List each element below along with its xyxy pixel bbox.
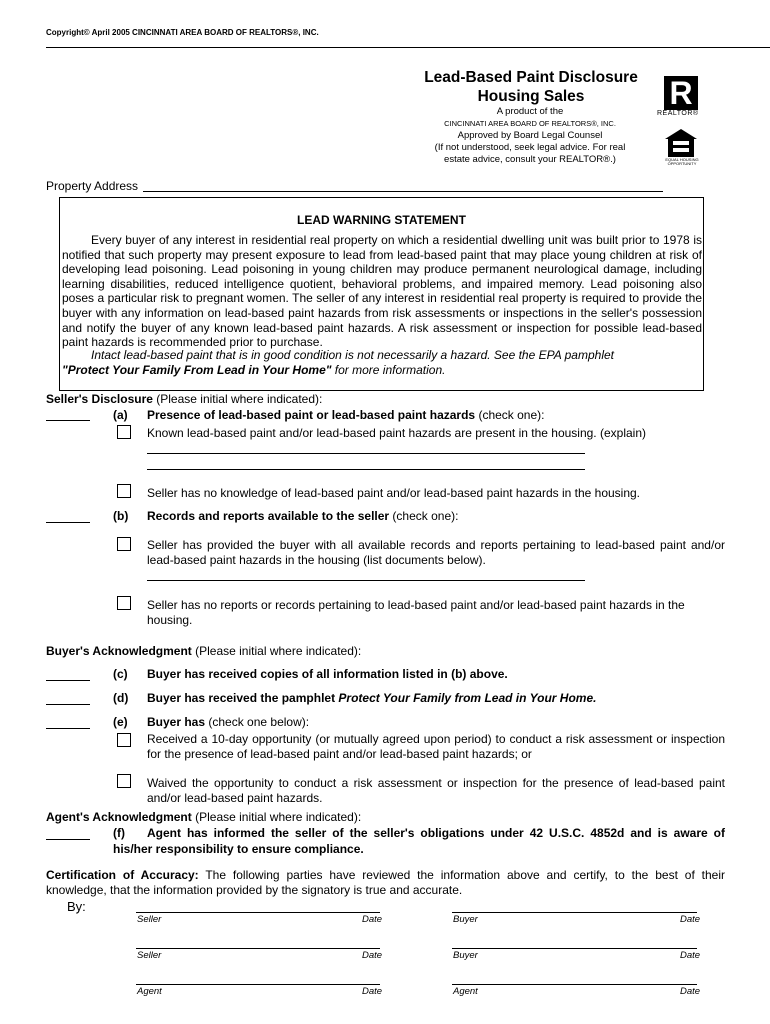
- item-a-bold: Presence of lead-based paint or lead-based paint hazards: [147, 408, 476, 422]
- item-c-text: Buyer has received copies of all information listed in (b) above.: [147, 667, 508, 681]
- board-name: CINCINNATI AREA BOARD OF REALTORS®, INC.: [444, 119, 616, 128]
- waived-opportunity-text: Waived the opportunity to conduct a risk assessment or inspection for the presence of lead-based paint and/or lead-based paint hazards.: [147, 776, 725, 805]
- item-e-bold: Buyer has: [147, 715, 206, 729]
- item-b-letter: (b): [113, 509, 129, 523]
- buyer-initial-c[interactable]: [46, 680, 90, 681]
- checkbox-no-records[interactable]: [117, 596, 131, 610]
- seller-signature-line-2[interactable]: [136, 948, 380, 949]
- equal-housing-text: EQUAL HOUSING OPPORTUNITY: [665, 157, 699, 166]
- buyer-heading-note: (Please initial where indicated):: [191, 644, 362, 658]
- explain-line-1[interactable]: [147, 453, 585, 454]
- item-f-text: Agent has informed the seller of the seller's obligations under 42 U.S.C. 4852d and is aware of: [147, 826, 725, 840]
- item-a-note: (check one):: [475, 408, 545, 422]
- documents-line[interactable]: [147, 580, 585, 581]
- agent-label-1: Agent: [137, 986, 162, 997]
- buyer-date-label-1: Date: [680, 914, 701, 925]
- agent-date-label-1: Date: [362, 986, 383, 997]
- byline: [410, 106, 650, 166]
- seller-label-1: Seller: [137, 914, 162, 925]
- intact-paint-note: Intact lead-based paint that is in good condition is not necessarily a hazard. See the EPA pamphlet: [91, 348, 614, 362]
- item-d-lead: Buyer has received the pamphlet: [147, 691, 339, 705]
- item-b-text: [147, 509, 458, 524]
- received-opportunity-text: Received a 10-day opportunity (or mutually agreed upon period) to conduct a risk assessment or inspection for the presence of lead-based paint and/or lead-based paint hazards; or: [147, 732, 725, 761]
- checkbox-known-lead[interactable]: [117, 425, 131, 439]
- agent-ack-heading: [46, 810, 361, 825]
- property-address-label: Property Address: [46, 179, 139, 193]
- no-knowledge-text: Seller has no knowledge of lead-based paint and/or lead-based paint hazards in the housing.: [147, 486, 641, 500]
- buyer-signature-line-1[interactable]: [452, 912, 697, 913]
- certification-paragraph: [46, 868, 725, 898]
- item-d-pamphlet: Protect Your Family from Lead in Your Home.: [338, 691, 597, 705]
- advice-line-1: (If not understood, seek legal advice. For real: [434, 142, 626, 153]
- agent-heading-text: Agent's Acknowledgment: [46, 810, 192, 824]
- item-a-letter: (a): [113, 408, 128, 422]
- item-d-letter: (d): [113, 691, 129, 705]
- buyer-date-label-2: Date: [680, 950, 701, 961]
- item-f-text-2: his/her responsibility to ensure compliance.: [113, 842, 364, 856]
- agent-heading-note: (Please initial where indicated):: [191, 810, 362, 824]
- item-e-note: (check one below):: [205, 715, 310, 729]
- realtor-logo-text: REALTOR®: [657, 110, 699, 117]
- seller-date-label-2: Date: [362, 950, 383, 961]
- item-e-letter: (e): [113, 715, 128, 729]
- item-a-text: [147, 408, 544, 423]
- seller-heading-text: Seller's Disclosure: [46, 392, 153, 406]
- item-d-text: [147, 691, 596, 706]
- checkbox-records-provided[interactable]: [117, 537, 131, 551]
- agent-signature-line-1[interactable]: [136, 984, 380, 985]
- buyer-signature-line-2[interactable]: [452, 948, 697, 949]
- copyright-notice: Copyright© April 2005 CINCINNATI AREA BOARD OF REALTORS®, INC.: [46, 28, 319, 37]
- known-lead-text: Known lead-based paint and/or lead-based paint hazards are present in the housing. (explain): [147, 426, 646, 440]
- checkbox-waived-opportunity[interactable]: [117, 774, 131, 788]
- agent-date-label-2: Date: [680, 986, 701, 997]
- lead-warning-title: LEAD WARNING STATEMENT: [297, 213, 466, 227]
- agent-signature-line-2[interactable]: [452, 984, 697, 985]
- product-of: A product of the: [496, 106, 564, 117]
- form-title: [400, 68, 662, 106]
- buyer-initial-d[interactable]: [46, 704, 90, 705]
- checkbox-no-knowledge[interactable]: [117, 484, 131, 498]
- item-c-letter: (c): [113, 667, 128, 681]
- seller-date-label-1: Date: [362, 914, 383, 925]
- item-b-note: (check one):: [389, 509, 459, 523]
- seller-initial-a[interactable]: [46, 420, 90, 421]
- records-provided-text: Seller has provided the buyer with all available records and reports pertaining to lead-based paint and/or lead-based paint hazards in the housing (list documents below).: [147, 538, 725, 567]
- certification-text: The following parties have reviewed the information above and certify, to the best of their knowledge, that the information provided by the signatory is true and accurate.: [46, 868, 726, 897]
- more-info: for more information.: [331, 363, 446, 377]
- buyer-initial-e[interactable]: [46, 728, 90, 729]
- explain-line-2[interactable]: [147, 469, 585, 470]
- item-b-bold: Records and reports available to the seller: [147, 509, 390, 523]
- approved-note: Approved by Board Legal Counsel: [457, 130, 603, 141]
- checkbox-received-opportunity[interactable]: [117, 733, 131, 747]
- title-line-2: Housing Sales: [477, 88, 585, 105]
- advice-line-2: estate advice, consult your REALTOR®.): [444, 154, 616, 165]
- no-records-text: Seller has no reports or records pertaining to lead-based paint and/or lead-based paint hazards in the housing.: [147, 598, 685, 627]
- seller-signature-line-1[interactable]: [136, 912, 380, 913]
- lead-warning-body: Every buyer of any interest in residential real property on which a residential dwelling unit was built prior to 1978 is notified that such property may present exposure to lead from lead-based paint that may place young children at risk of developing lead poisoning. Lead poisoning in young children may produce permanent neurological damage, including learning disabilities, reduced intelligence quotient, behavioral problems, and impaired memory. Lead poisoning also poses a particular risk to pregnant women. The seller of any interest in residential real property is required to provide the buyer with any information on lead-based paint hazards from risk assessments or inspections in the seller's possession and notify the buyer of any known lead-based paint hazards. A risk assessment or inspection for possible lead-based paint hazards is recommended prior to purchase.: [62, 233, 702, 350]
- buyer-heading-text: Buyer's Acknowledgment: [46, 644, 192, 658]
- buyer-label-1: Buyer: [453, 914, 478, 925]
- agent-label-2: Agent: [453, 986, 478, 997]
- title-line-1: Lead-Based Paint Disclosure: [424, 69, 638, 86]
- property-address-field[interactable]: [143, 191, 663, 192]
- certification-heading: Certification of Accuracy:: [46, 868, 199, 882]
- by-label: By:: [67, 899, 86, 914]
- buyer-ack-heading: [46, 644, 361, 659]
- header-rule: [46, 47, 770, 48]
- agent-initial-f[interactable]: [46, 839, 90, 840]
- seller-label-2: Seller: [137, 950, 162, 961]
- seller-initial-b[interactable]: [46, 522, 90, 523]
- epa-pamphlet-note: [62, 348, 702, 378]
- equal-housing-icon: [664, 128, 698, 158]
- pamphlet-title: "Protect Your Family From Lead in Your Home": [62, 363, 332, 377]
- seller-heading-note: (Please initial where indicated):: [152, 392, 323, 406]
- item-f-letter: (f): [113, 826, 125, 840]
- buyer-label-2: Buyer: [453, 950, 478, 961]
- realtor-logo-letter: R: [669, 75, 693, 111]
- item-e-text: [147, 715, 309, 730]
- seller-disclosure-heading: [46, 392, 322, 407]
